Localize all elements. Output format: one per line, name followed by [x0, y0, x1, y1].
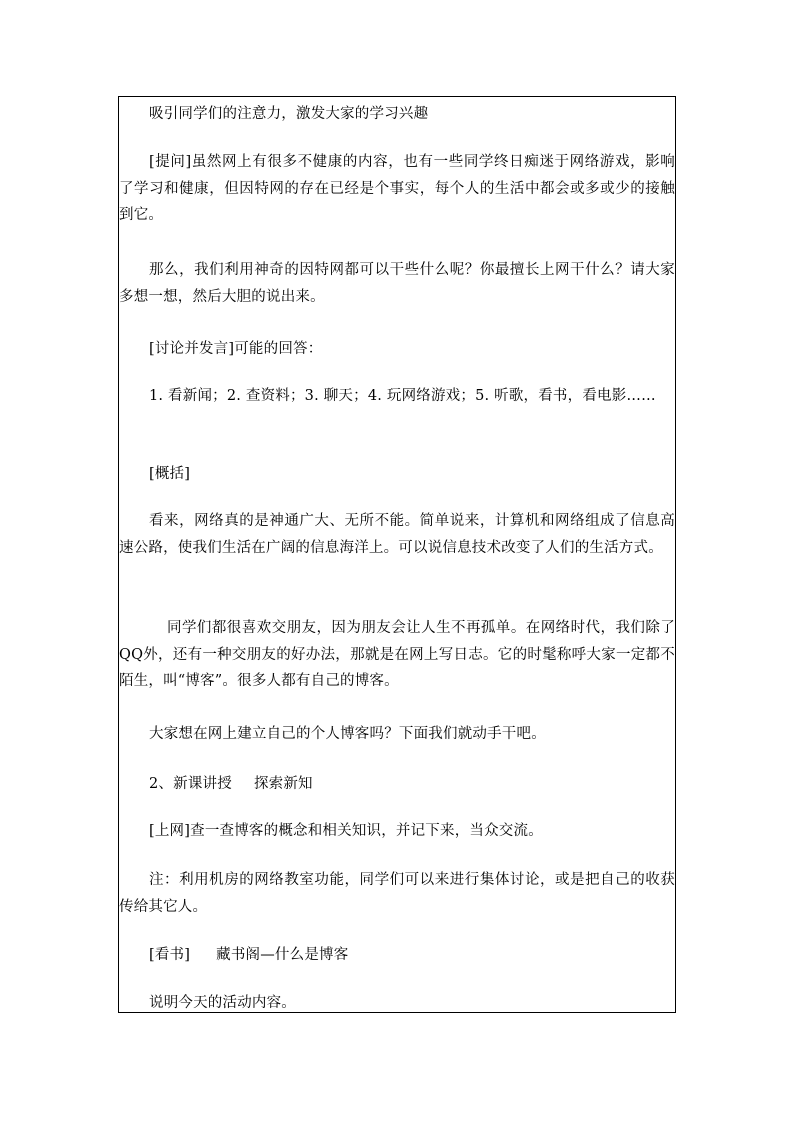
paragraph-attract-attention: 吸引同学们的注意力，激发大家的学习兴趣	[149, 106, 429, 122]
paragraph-summary: 看来，网络真的是神通广大、无所不能。简单说来，计算机和网络组成了信息高速公路，使我们生活在广阔的信息海洋上。可以说信息技术改变了人们的生活方式。	[119, 513, 675, 556]
paragraph-read-book	[119, 942, 675, 969]
explore-title: 探索新知	[253, 776, 313, 792]
new-lesson-title: 2、新课讲授	[149, 776, 232, 792]
paragraph-build-blog: 大家想在网上建立自己的个人博客吗？下面我们就动手干吧。	[149, 726, 546, 742]
paragraph-what-can-internet-do: 那么，我们利用神奇的因特网都可以干些什么呢？你最擅长上网干什么？请大家多想一想，然后大胆的说出来。	[119, 262, 675, 305]
paragraph-note: 注：利用机房的网络教室功能，同学们可以来进行集体讨论，或是把自己的收获传给其它人。	[119, 872, 675, 915]
paragraph-summary-label: [概括]	[149, 466, 191, 482]
paragraph-question: [提问]虽然网上有很多不健康的内容，也有一些同学终日痴迷于网络游戏，影响了学习和健康，但因特网的存在已经是个事实，每个人的生活中都会或多或少的接触到它。	[119, 154, 675, 223]
paragraph-discussion: [讨论并发言]可能的回答：	[149, 341, 323, 357]
paragraph-activity-content: 说明今天的活动内容。	[149, 995, 296, 1011]
paragraph-new-lesson	[119, 771, 675, 798]
content-table-cell	[118, 96, 676, 1013]
paragraph-possible-answers: 1. 看新闻；2. 查资料；3. 聊天；4. 玩网络游戏；5. 听歌，看书，看电影……	[149, 388, 656, 404]
read-book-topic: 藏书阁—什么是博客	[216, 947, 349, 963]
paragraph-blog-intro: 同学们都很喜欢交朋友，因为朋友会让人生不再孤单。在网络时代，我们除了QQ外，还有一种交朋友的好办法，那就是在网上写日志。它的时髦称呼大家一定都不陌生，叫“博客”。很多人都有自己的博客。	[119, 620, 675, 689]
paragraph-online-task: [上网]查一查博客的概念和相关知识，并记下来，当众交流。	[149, 823, 543, 839]
read-book-label: [看书]	[149, 947, 191, 963]
